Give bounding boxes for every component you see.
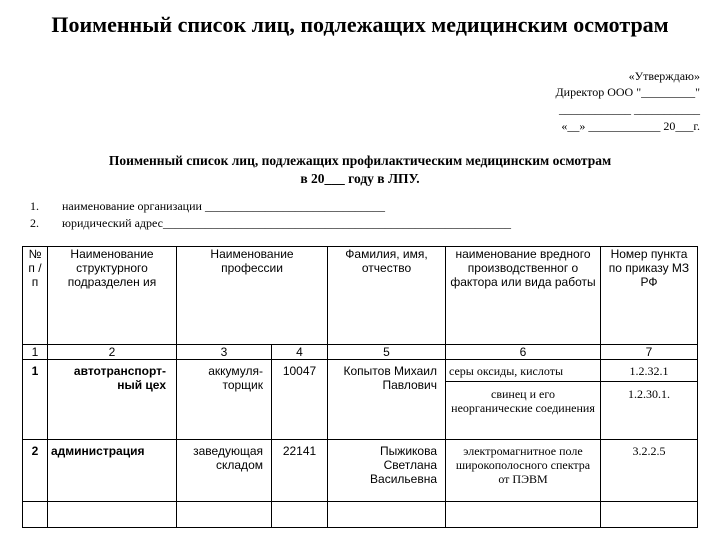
approval-line-2: Директор ООО "_________"	[555, 85, 700, 99]
column-number: 3	[177, 345, 272, 360]
order-item-cell: 1.2.30.1.	[601, 382, 698, 440]
empty-cell	[601, 502, 698, 528]
row-number: 2	[23, 440, 48, 502]
empty-cell	[177, 502, 272, 528]
approval-line-4: «__» ____________ 20___г.	[561, 119, 700, 133]
document-heading	[0, 152, 720, 188]
department-cell: администрация	[48, 440, 177, 502]
organization-name-field: наименование организации ______________________________	[62, 199, 385, 213]
header-harmful-factor: наименование вредного производственног о фактора или вида работы	[446, 247, 601, 345]
heading-line-1: Поименный список лиц, подлежащих профилактическим медицинским осмотрам	[108, 153, 612, 168]
harmful-factor-cell: свинец и его неорганические соединения	[446, 382, 601, 440]
empty-cell	[272, 502, 328, 528]
column-numbers-row	[23, 345, 698, 360]
column-number: 4	[272, 345, 328, 360]
personnel-table	[22, 246, 698, 528]
approval-line-1: «Утверждаю»	[628, 69, 700, 83]
harmful-factor-cell: электромагнитное поле широкополосного спектра от ПЭВМ	[446, 440, 601, 502]
empty-cell	[446, 502, 601, 528]
column-number: 6	[446, 345, 601, 360]
harmful-factor-cell: серы оксиды, кислоты	[446, 360, 601, 382]
empty-cell	[48, 502, 177, 528]
info-number-1: 1.	[30, 199, 39, 213]
column-number: 1	[23, 345, 48, 360]
legal-address-field: юридический адрес__________________________________________________________	[62, 216, 511, 230]
profession-cell: аккумуля-торщик	[177, 360, 272, 440]
slide-title: Поименный список лиц, подлежащих медицинским осмотрам	[51, 12, 669, 37]
profession-code-cell: 10047	[272, 360, 328, 440]
column-number: 2	[48, 345, 177, 360]
full-name-cell: Копытов Михаил Павлович	[328, 360, 446, 440]
header-profession: Наименование профессии	[177, 247, 328, 345]
profession-cell: заведующая складом	[177, 440, 272, 502]
header-order-item: Номер пункта по приказу МЗ РФ	[601, 247, 698, 345]
order-item-cell: 1.2.32.1	[601, 360, 698, 382]
header-number: № п /п	[23, 247, 48, 345]
header-full-name: Фамилия, имя, отчество	[328, 247, 446, 345]
header-department: Наименование структурного подразделен ия	[48, 247, 177, 345]
column-number: 7	[601, 345, 698, 360]
order-item-cell: 3.2.2.5	[601, 440, 698, 502]
profession-code-cell: 22141	[272, 440, 328, 502]
table-row	[23, 440, 698, 502]
empty-table-row	[23, 502, 698, 528]
info-number-2: 2.	[30, 216, 39, 230]
row-number: 1	[23, 360, 48, 440]
full-name-cell: Пыжикова Светлана Васильевна	[328, 440, 446, 502]
approval-line-3: ____________ ___________	[559, 102, 700, 116]
table-row	[23, 360, 698, 382]
empty-cell	[23, 502, 48, 528]
column-number: 5	[328, 345, 446, 360]
department-cell: автотранспорт-ный цех	[48, 360, 177, 440]
heading-line-2: в 20___ году в ЛПУ.	[300, 171, 420, 186]
empty-cell	[328, 502, 446, 528]
table-header-row	[23, 247, 698, 345]
